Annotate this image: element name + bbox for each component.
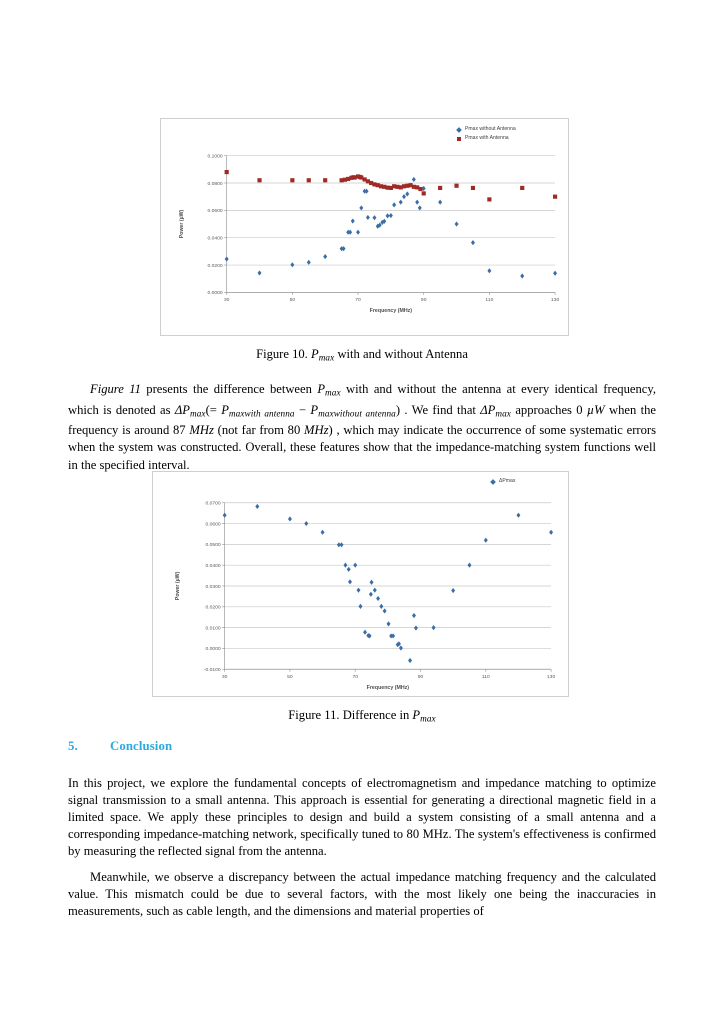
svg-text:0.0600: 0.0600 — [207, 209, 223, 215]
figure-10-chart — [160, 118, 569, 336]
svg-text:0.0400: 0.0400 — [207, 236, 223, 242]
svg-text:110: 110 — [481, 674, 490, 680]
svg-text:0.0500: 0.0500 — [205, 543, 221, 549]
figure-11-caption-prefix: Figure 11. Difference in — [288, 708, 413, 722]
legend-entry-pmax-without-antenna — [457, 126, 516, 134]
paragraph-conclusion-1: In this project, we explore the fundamental concepts of electromagnetism and impedance matching to optimize signal transmission to a small antenna. This approach is essential for generating a directional magnetic field in a limited space. We apply these principles to design and build a system consisting of a small antenna and a corresponding impedance-matching network, specifically tuned to 80 MHz. The system's effectiveness is confirmed by measuring the reflected signal from the antenna. — [68, 776, 656, 859]
figure-10-plot-area — [161, 119, 568, 335]
paragraph-conclusion-2: Meanwhile, we observe a discrepancy between the actual impedance matching frequency and the calculated value. This mismatch could be due to several factors, with the most likely one being the inaccuracies in measurements, such as cable length, and the dimensions and material properties of — [68, 870, 656, 919]
svg-text:50: 50 — [289, 297, 296, 303]
diamond-marker-icon — [490, 479, 496, 485]
svg-text:0.0600: 0.0600 — [205, 522, 221, 528]
svg-text:Frequency (MHz): Frequency (MHz) — [366, 685, 410, 692]
svg-text:90: 90 — [417, 674, 424, 680]
legend-label-pmax-without-antenna: Pmax without Antenna — [465, 126, 516, 132]
figure-11-chart — [152, 471, 569, 697]
svg-text:130: 130 — [550, 297, 560, 303]
paragraph-figure-11-text: Figure 11 presents the difference between $P_{max}$ with and without the antenna at every identical frequency, which is denoted as $\Delta P_{max}(= P_{maxwith antenna} - P_{maxwithout antenna})$ . We find that $\Delta P_{max}$ approaches 0 µW when the frequency is around 87 MHz (not far from 80 MHz) , which may indicate the occurrence of some systematic errors when the system was constructed. Overall, these features show that the impedance-matching system functions well in the specified interval. — [68, 382, 656, 472]
svg-text:0.1000: 0.1000 — [207, 154, 223, 160]
svg-text:0.0000: 0.0000 — [205, 647, 221, 653]
svg-text:0.0800: 0.0800 — [207, 181, 223, 187]
svg-text:Power (µW): Power (µW) — [178, 209, 185, 239]
figure-10-svg — [161, 119, 568, 335]
legend-entry-delta-pmax — [491, 478, 515, 486]
legend-entry-pmax-with-antenna — [457, 135, 516, 143]
figure-11-legend — [491, 478, 515, 487]
figure-11-plot-area — [153, 472, 568, 696]
figure-10-caption-rest: with and without Antenna — [334, 347, 468, 361]
legend-label-pmax-with-antenna: Pmax with Antenna — [465, 134, 509, 141]
svg-text:0.0200: 0.0200 — [207, 263, 223, 269]
section-title: Conclusion — [110, 739, 173, 753]
figure-10-caption-prefix: Figure 10. — [256, 347, 311, 361]
figure-10-caption-symbol: P — [310, 347, 319, 361]
svg-text:30: 30 — [221, 674, 228, 680]
figure-11-svg — [153, 472, 568, 696]
svg-text:90: 90 — [420, 297, 427, 303]
square-marker-icon — [457, 137, 461, 141]
section-number: 5. — [68, 739, 78, 753]
svg-text:130: 130 — [546, 674, 556, 680]
svg-text:0.0300: 0.0300 — [205, 584, 221, 590]
figure-10-legend — [457, 126, 516, 144]
series-pmax-with-antenna — [225, 170, 558, 202]
svg-text:-0.0100: -0.0100 — [203, 668, 221, 674]
figure-11-caption-symbol: P — [412, 708, 421, 722]
legend-label-delta-pmax: ΔPmax — [499, 478, 516, 484]
svg-text:0.0400: 0.0400 — [205, 563, 221, 569]
diamond-marker-icon — [456, 127, 462, 133]
svg-text:0.0100: 0.0100 — [205, 626, 221, 632]
svg-text:70: 70 — [352, 674, 358, 680]
svg-text:30: 30 — [223, 297, 230, 303]
svg-text:Power (µW): Power (µW) — [174, 571, 181, 601]
svg-text:Frequency (MHz): Frequency (MHz) — [369, 308, 413, 315]
svg-text:110: 110 — [485, 297, 494, 303]
svg-text:50: 50 — [287, 674, 293, 680]
figure-10-caption — [0, 347, 724, 363]
figure-10-caption-subscript: max — [318, 352, 335, 363]
svg-text:0.0200: 0.0200 — [205, 605, 221, 611]
section-heading-conclusion — [68, 739, 656, 754]
series-pmax-without-antenna — [225, 177, 557, 279]
svg-text:0.0700: 0.0700 — [205, 501, 221, 507]
svg-text:70: 70 — [355, 297, 361, 303]
series-δpmax — [223, 504, 553, 663]
figure-11-caption-subscript: max — [420, 713, 436, 724]
figure-11-caption — [0, 708, 724, 724]
paragraph-figure-11 — [68, 381, 656, 474]
svg-text:0.0000: 0.0000 — [207, 291, 223, 297]
